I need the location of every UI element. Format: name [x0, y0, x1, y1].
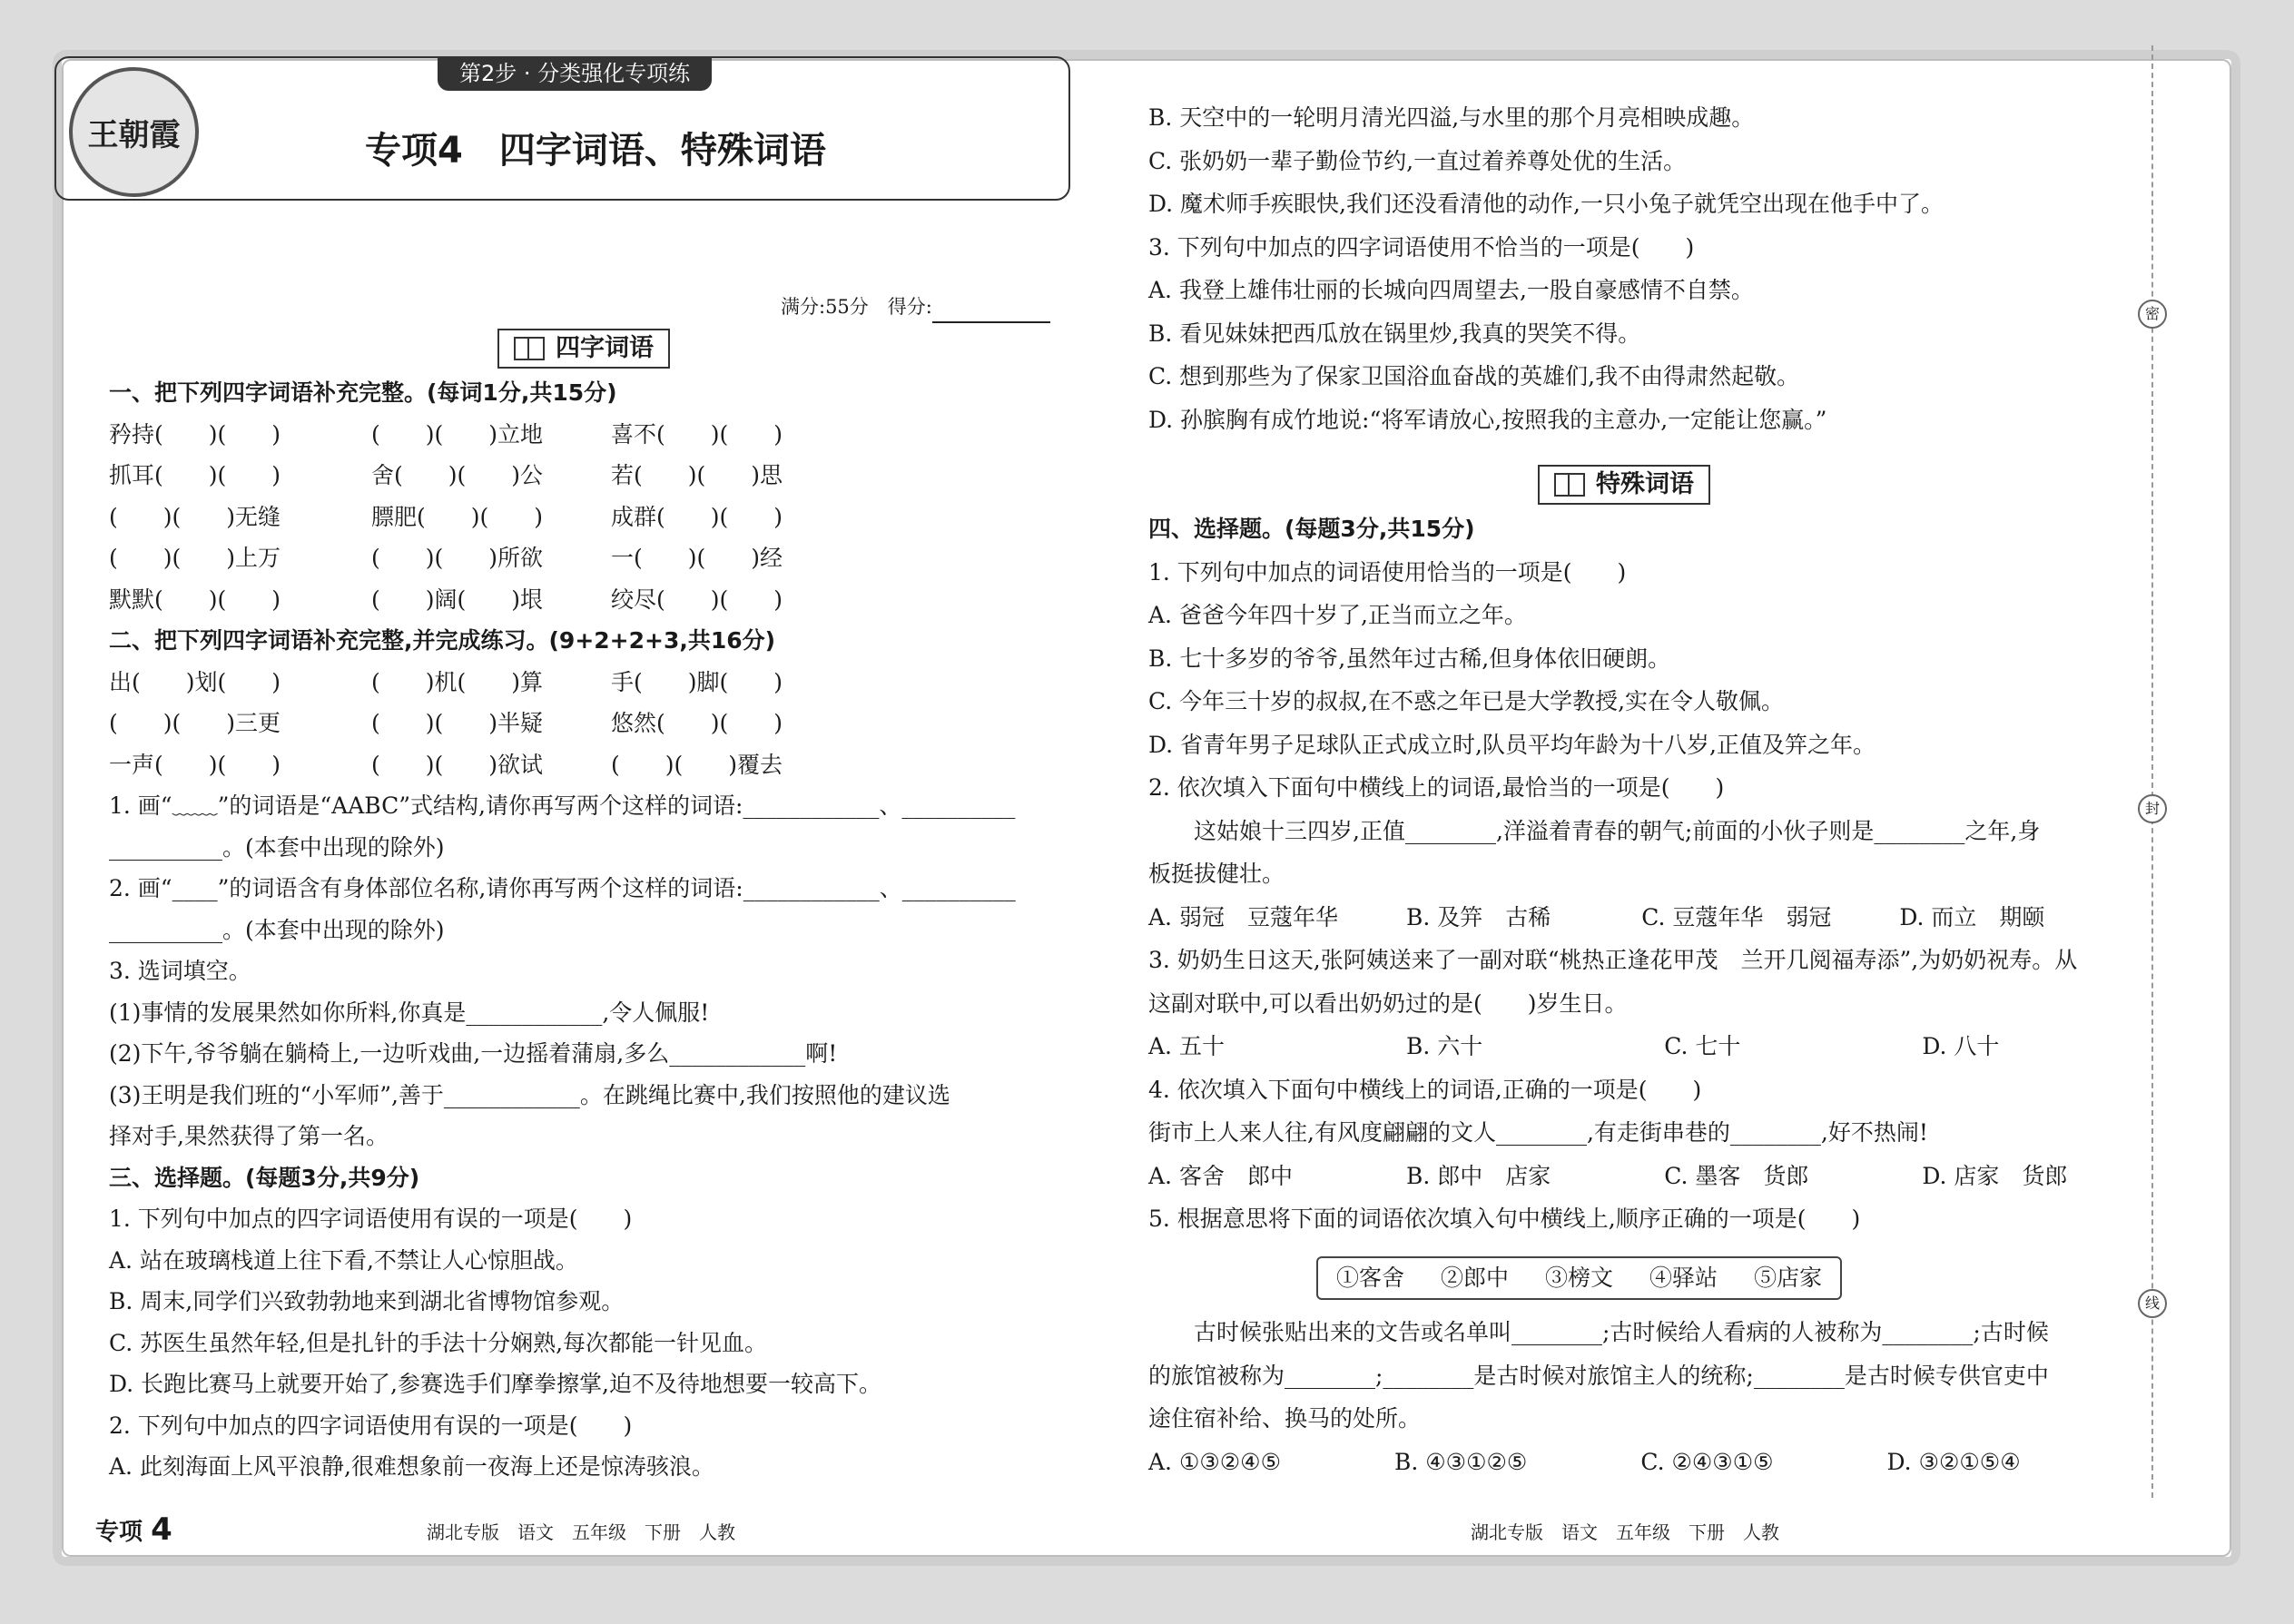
- text-line: 古时候张贴出来的文告或名单叫________;古时候给人看病的人被称为________;古时候: [1148, 1319, 2049, 1345]
- text-line: B. 周末,同学们兴致勃勃地来到湖北省博物馆参观。: [109, 1288, 625, 1314]
- text-line: A. 爸爸今年四十岁了,正当而立之年。: [1148, 602, 1527, 628]
- text-line: 一、把下列四字词语补充完整。(每词1分,共15分): [109, 379, 617, 406]
- word-option: ①客舍: [1336, 1265, 1405, 1291]
- text-line: (2)下午,爷爷躺在躺椅上,一边听戏曲,一边摇着蒲扇,多么____________啊!: [109, 1040, 838, 1067]
- text-line: 默默( )( ) ( )阔( )垠 绞尽( )( ): [109, 586, 783, 613]
- text-line: 这副对联中,可以看出奶奶过的是( )岁生日。: [1148, 989, 1628, 1017]
- text-line: (1)事情的发展果然如你所料,你真是____________,令人佩服!: [109, 999, 710, 1026]
- seal-line: [2151, 45, 2153, 1498]
- text-line: C. 张奶奶一辈子勤俭节约,一直过着养尊处优的生活。: [1148, 147, 1687, 174]
- word-option: ③榜文: [1545, 1265, 1614, 1291]
- text-line: 5. 根据意思将下面的词语依次填入句中横线上,顺序正确的一项是( ): [1148, 1206, 1861, 1232]
- text-line: 3. 下列句中加点的四字词语使用不恰当的一项是( ): [1148, 233, 1695, 261]
- text-line: A. ①③②④⑤ B. ④③①②⑤ C. ②④③①⑤ D. ③②①⑤④: [1148, 1448, 2021, 1475]
- text-line: 择对手,果然获得了第一名。: [109, 1123, 389, 1149]
- word-option: ④驿站: [1649, 1265, 1718, 1291]
- text-line: 途住宿补给、换马的处所。: [1148, 1405, 1422, 1432]
- text-line: ( )( )三更 ( )( )半疑 悠然( )( ): [109, 710, 783, 736]
- step-tag: 第2步 · 分类强化专项练: [438, 56, 712, 91]
- seal-mark-2: 封: [2138, 794, 2167, 823]
- score-line: 满分:55分 得分:: [781, 290, 1050, 323]
- page-title: 专项4 四字词语、特殊词语: [365, 130, 826, 172]
- text-line: 3. 选词填空。: [109, 958, 251, 984]
- text-line: 3. 奶奶生日这天,张阿姨送来了一副对联“桃热正逢花甲茂 兰开几阅福寿添”,为奶奶祝寿。从: [1148, 947, 2078, 973]
- footer-info-right: 湖北专版 语文 五年级 下册 人教: [1471, 1521, 1779, 1543]
- text-line: ( )( )上万 ( )( )所欲 一( )( )经: [109, 545, 783, 571]
- section-head-special-words: 特殊词语: [1538, 465, 1710, 505]
- text-line: 四、选择题。(每题3分,共15分): [1148, 516, 1475, 542]
- text-line: A. 弱冠 豆蔻年华 B. 及笄 古稀 C. 豆蔻年华 弱冠 D. 而立 期颐: [1148, 903, 2045, 930]
- text-line: 三、选择题。(每题3分,共9分): [109, 1164, 420, 1191]
- text-line: 1. 下列句中加点的四字词语使用有误的一项是( ): [109, 1206, 633, 1232]
- text-line: C. 想到那些为了保家卫国浴血奋战的英雄们,我不由得肃然起敬。: [1148, 363, 1800, 389]
- text-line: D. 省青年男子足球队正式成立时,队员平均年龄为十八岁,正值及笄之年。: [1148, 731, 1876, 758]
- text-line: A. 我登上雄伟壮丽的长城向四周望去,一股自豪感情不自禁。: [1148, 277, 1754, 303]
- seal-mark-3: 线: [2138, 1289, 2167, 1318]
- word-option: ②郎中: [1441, 1265, 1510, 1291]
- text-line: D. 孙膑胸有成竹地说:“将军请放心,按照我的主意办,一定能让您赢。”: [1148, 406, 1827, 433]
- text-line: 一声( )( ) ( )( )欲试 ( )( )覆去: [109, 751, 783, 778]
- text-line: 板挺拔健壮。: [1148, 861, 1285, 887]
- text-line: A. 此刻海面上风平浪静,很难想象前一夜海上还是惊涛骇浪。: [109, 1453, 714, 1480]
- text-line: 二、把下列四字词语补充完整,并完成练习。(9+2+2+3,共16分): [109, 627, 776, 654]
- header-box: [54, 56, 1070, 201]
- book-icon: [514, 337, 545, 360]
- text-line: A. 站在玻璃栈道上往下看,不禁让人心惊胆战。: [109, 1246, 578, 1274]
- text-line: C. 今年三十岁的叔叔,在不惑之年已是大学教授,实在令人敬佩。: [1148, 688, 1785, 714]
- text-line: 1. 下列句中加点的词语使用恰当的一项是( ): [1148, 558, 1627, 586]
- text-line: 抓耳( )( ) 舍( )( )公 若( )( )思: [109, 462, 783, 488]
- book-icon: [1554, 473, 1585, 497]
- text-line: ( )( )无缝 膘肥( )( ) 成群( )( ): [109, 503, 783, 530]
- text-line: B. 天空中的一轮明月清光四溢,与水里的那个月亮相映成趣。: [1148, 104, 1755, 131]
- text-line: A. 五十 B. 六十 C. 七十 D. 八十: [1148, 1033, 2000, 1059]
- text-line: __________。(本套中出现的除外): [109, 833, 445, 861]
- text-line: (3)王明是我们班的“小军师”,善于____________。在跳绳比赛中,我们按照他的建议选: [109, 1081, 950, 1108]
- footer-info-left: 湖北专版 语文 五年级 下册 人教: [427, 1521, 735, 1543]
- text-line: 出( )划( ) ( )机( )算 手( )脚( ): [109, 668, 783, 695]
- text-line: B. 七十多岁的爷爷,虽然年过古稀,但身体依旧硬朗。: [1148, 645, 1671, 672]
- text-line: 2. 依次填入下面句中横线上的词语,最恰当的一项是( ): [1148, 774, 1725, 801]
- text-line: 的旅馆被称为________;________是古时候对旅馆主人的统称;________是古时候专供官吏中: [1148, 1362, 2049, 1389]
- text-line: 街市上人来人往,有风度翩翩的文人________,有走街串巷的________,好不热闹!: [1148, 1119, 1928, 1146]
- text-line: D. 魔术师手疾眼快,我们还没看清他的动作,一只小兔子就凭空出现在他手中了。: [1148, 191, 1944, 217]
- brand-logo: 王朝霞: [69, 67, 199, 197]
- text-line: C. 苏医生虽然年轻,但是扎针的手法十分娴熟,每次都能一针见血。: [109, 1329, 768, 1356]
- text-line: 这姑娘十三四岁,正值________,洋溢着青春的朝气;前面的小伙子则是________之年,身: [1148, 817, 2041, 844]
- word-choice-box: [1316, 1256, 1842, 1300]
- text-line: D. 长跑比赛马上就要开始了,参赛选手们摩拳擦掌,迫不及待地想要一较高下。: [109, 1371, 881, 1397]
- text-line: 2. 下列句中加点的四字词语使用有误的一项是( ): [109, 1412, 633, 1439]
- section-head-idioms: 四字词语: [497, 329, 670, 369]
- footer-topic: 专项 4: [95, 1511, 172, 1548]
- seal-mark-1: 密: [2138, 300, 2167, 329]
- text-line: 1. 画“﹏﹏”的词语是“AABC”式结构,请你再写两个这样的词语:____________、__________: [109, 792, 1016, 819]
- text-line: 4. 依次填入下面句中横线上的词语,正确的一项是( ): [1148, 1076, 1702, 1103]
- text-line: __________。(本套中出现的除外): [109, 916, 445, 943]
- text-line: 2. 画“____”的词语含有身体部位名称,请你再写两个这样的词语:____________、__________: [109, 875, 1016, 901]
- text-line: B. 看见妹妹把西瓜放在锅里炒,我真的哭笑不得。: [1148, 320, 1641, 347]
- text-line: 矜持( )( ) ( )( )立地 喜不( )( ): [109, 420, 783, 448]
- text-line: A. 客舍 郎中 B. 郎中 店家 C. 墨客 货郎 D. 店家 货郎: [1148, 1162, 2068, 1189]
- word-option: ⑤店家: [1754, 1265, 1823, 1291]
